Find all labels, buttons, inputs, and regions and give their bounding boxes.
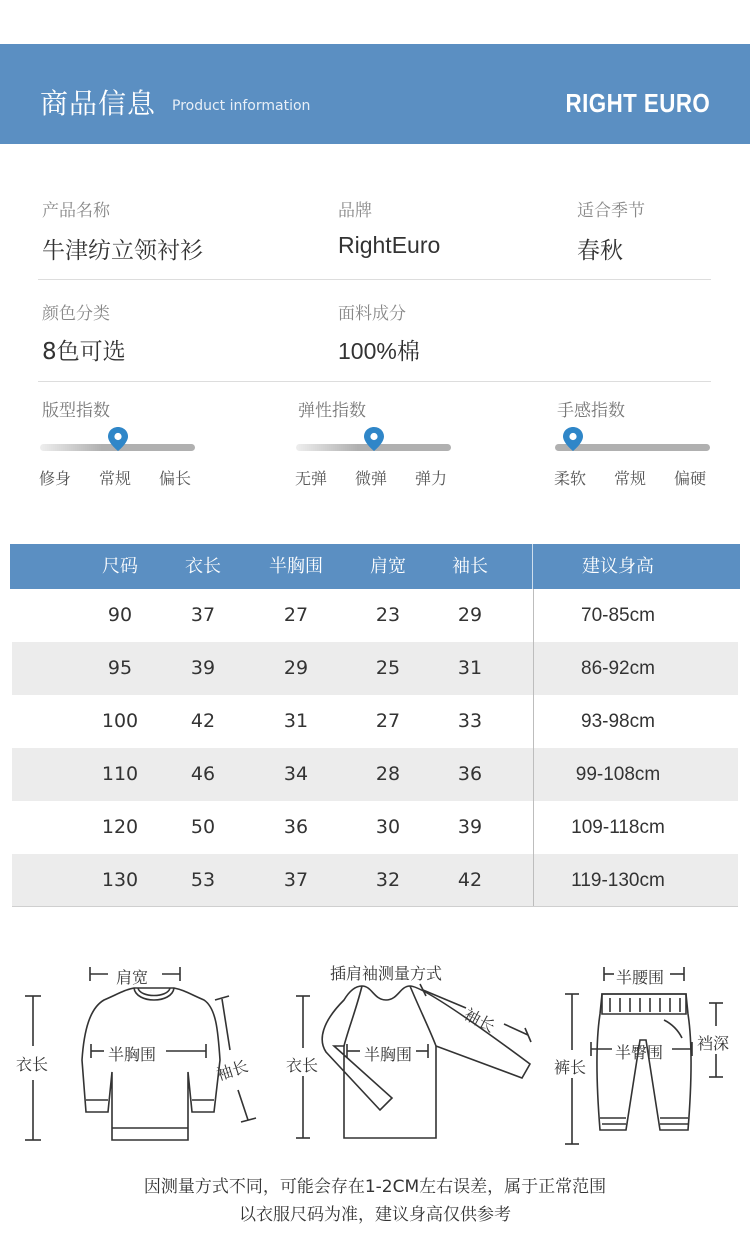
table-cell: 23 [375,604,401,626]
table-cell: 29 [283,657,309,679]
table-cell: 90 [107,604,133,626]
table-header-cell: 袖长 [452,556,488,577]
table-cell: 100 [101,710,139,732]
raglan-chest-label: 半胸围 [364,1045,413,1064]
table-cell: 39 [190,657,216,679]
fit-option-slim: 修身 [39,469,72,488]
fit-index-label: 版型指数 [42,401,110,421]
table-cell: 33 [457,710,483,732]
product-name-label: 产品名称 [42,201,110,221]
sweater-chest-label: 半胸围 [108,1045,157,1064]
table-cell: 34 [283,763,309,785]
table-cell: 99-108cm [575,764,661,785]
table-cell: 31 [283,710,309,732]
fit-option-regular: 常规 [99,469,132,488]
table-cell: 42 [190,710,216,732]
table-cell: 36 [283,816,309,838]
sweater-length-label: 衣长 [16,1055,49,1074]
color-label: 颜色分类 [42,304,110,324]
raglan-title: 插肩袖测量方式 [330,964,443,983]
table-cell: 28 [375,763,401,785]
table-header-cell: 建议身高 [582,556,654,577]
table-cell: 46 [190,763,216,785]
brand-logo: RIGHT EURO [565,88,710,118]
table-divider [532,544,533,589]
location-pin-icon [562,426,584,452]
pants-length-label: 裤长 [554,1058,587,1077]
table-row [12,642,738,695]
table-cell: 70-85cm [581,605,655,626]
color-value: 8色可选 [42,339,126,365]
material-value: 100%棉 [338,338,420,364]
table-cell: 50 [190,816,216,838]
sweater-sleeve-label: 袖长 [214,1056,251,1085]
table-cell: 25 [375,657,401,679]
table-cell: 109-118cm [571,817,665,838]
half-hip-label: 半臀围 [615,1043,664,1062]
divider [38,381,711,382]
table-cell: 36 [457,763,483,785]
table-row [12,854,738,907]
raglan-length-label: 衣长 [286,1056,319,1075]
fit-option-long: 偏长 [159,469,192,488]
table-cell: 32 [375,869,401,891]
table-header-cell: 衣长 [185,556,221,577]
season-value: 春秋 [577,238,623,264]
elasticity-index-label: 弹性指数 [298,401,366,421]
table-row [12,748,738,801]
raglan-illustration [322,986,530,1138]
table-header-cell: 肩宽 [370,556,406,577]
feel-index-label: 手感指数 [557,401,625,421]
feel-option-soft: 柔软 [554,469,587,488]
section-title: 商品信息 [40,87,157,120]
size-table-header [10,544,740,589]
table-cell: 130 [101,869,139,891]
section-subtitle: Product information [172,98,311,114]
elasticity-option-slight: 微弹 [355,469,388,488]
table-bottom-border [12,906,738,907]
table-cell: 30 [375,816,401,838]
table-cell: 37 [283,869,309,891]
feel-option-regular: 常规 [614,469,647,488]
shoulder-width-label: 肩宽 [116,968,149,987]
elasticity-option-stretch: 弹力 [415,469,448,488]
table-cell: 93-98cm [581,711,655,732]
table-cell: 119-130cm [571,870,665,891]
table-cell: 37 [190,604,216,626]
brand-value: RightEuro [338,232,441,258]
brand-label: 品牌 [338,201,372,221]
divider [38,279,711,280]
table-divider [533,589,534,907]
measurement-note: 因测量方式不同，可能会存在1-2CM左右误差，属于正常范围 [143,1177,607,1197]
rise-label: 裆深 [697,1034,730,1053]
table-cell: 39 [457,816,483,838]
table-cell: 110 [101,763,139,785]
table-cell: 120 [101,816,139,838]
table-cell: 95 [107,657,133,679]
table-row [12,801,738,854]
table-cell: 53 [190,869,216,891]
location-pin-icon [363,426,385,452]
elasticity-option-none: 无弹 [295,469,328,488]
table-cell: 29 [457,604,483,626]
season-label: 适合季节 [577,201,645,221]
feel-option-stiff: 偏硬 [674,469,707,488]
product-name-value: 牛津纺立领衬衫 [42,238,203,264]
table-cell: 27 [283,604,309,626]
table-cell: 31 [457,657,483,679]
table-row [12,695,738,748]
location-pin-icon [107,426,129,452]
height-note: 以衣服尺码为准，建议身高仅供参考 [239,1205,511,1225]
table-header-cell: 半胸围 [269,556,323,577]
material-label: 面料成分 [338,304,406,324]
table-cell: 27 [375,710,401,732]
header-banner [0,44,750,144]
table-cell: 86-92cm [581,658,655,679]
table-header-cell: 尺码 [102,556,138,577]
raglan-sleeve-label: 袖长 [460,1004,499,1037]
table-cell: 42 [457,869,483,891]
half-waist-label: 半腰围 [616,968,665,987]
table-row [12,589,738,642]
